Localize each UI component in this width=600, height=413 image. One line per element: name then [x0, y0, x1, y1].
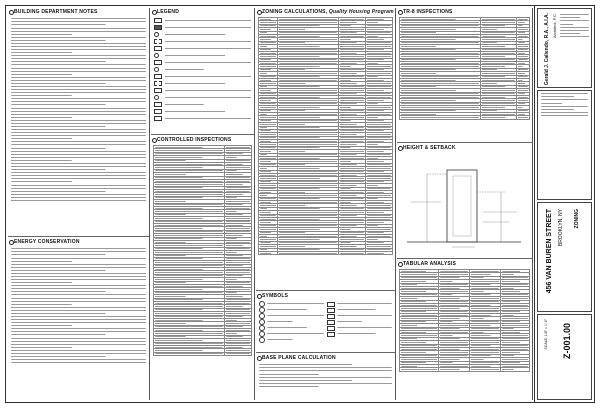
legend-misc-symbol: [154, 102, 162, 107]
drawing-label: ZONING: [574, 209, 580, 229]
legend-sprinkler-symbol: [154, 95, 159, 100]
symbols-section: [256, 292, 395, 353]
symbol-level-icon: [327, 314, 335, 319]
legend-wall-symbol: [154, 18, 162, 23]
legend-outlet-symbol: [154, 74, 162, 79]
architect-sub: Architect, P.C.: [552, 13, 557, 39]
building-notes-text: [8, 16, 149, 203]
energy-text: [8, 246, 149, 366]
table-cell: [400, 368, 439, 371]
table-cell: [224, 352, 251, 355]
building-notes-section: [8, 8, 149, 237]
tr8-table-wrap: [397, 16, 532, 121]
revisions-box: [537, 90, 592, 200]
base-plane-section: [256, 354, 395, 400]
table-row: [400, 368, 530, 371]
symbols-grid: [256, 300, 395, 344]
legend-line-symbol: [154, 81, 162, 86]
symbol-break-line-icon: [327, 326, 335, 331]
symbol-spot-elev-icon: [327, 332, 335, 337]
zoning-subtitle: Quality Housing Program: [328, 9, 394, 15]
table-cell: [277, 251, 339, 254]
controlled-inspections-table: [153, 145, 252, 356]
drawing-number-box: [537, 314, 592, 400]
title-block: [534, 6, 594, 402]
height-setback-diagram: [397, 152, 531, 252]
architect-name: Gerald J. Caliendo, R.A., A.I.A.: [544, 13, 550, 86]
legend-vent-symbol: [154, 88, 162, 93]
controlled-inspections-section: [151, 136, 254, 400]
tabular-heading: TABULAR ANALYSIS: [397, 260, 532, 268]
tr8-heading: TR-8 INSPECTIONS: [397, 8, 532, 16]
tabular-table: [399, 269, 530, 372]
tabular-section: [397, 260, 532, 400]
tr8-table: [399, 17, 530, 120]
base-plane-text: [256, 362, 395, 389]
table-cell: [339, 251, 366, 254]
controlled-inspections-heading: CONTROLLED INSPECTIONS: [151, 136, 254, 144]
table-cell: [501, 368, 530, 371]
legend-rows: [151, 16, 254, 123]
table-cell: [439, 368, 470, 371]
controlled-inspections-table-wrap: [151, 144, 254, 357]
drawing-number: Z-001.00: [562, 323, 572, 360]
symbols-heading: SYMBOLS: [256, 292, 395, 300]
energy-heading: ENERGY CONSERVATION: [8, 238, 149, 246]
drawing-sheet: [5, 5, 595, 403]
tabular-table-wrap: [397, 268, 532, 373]
table-cell: [480, 116, 516, 119]
table-cell: [470, 368, 501, 371]
legend-column: [151, 8, 255, 400]
notes-column: [8, 8, 150, 400]
zoning-heading: [256, 8, 395, 16]
legend-misc2-symbol: [154, 109, 162, 114]
legend-door-symbol: [154, 46, 162, 51]
height-setback-section: [397, 144, 532, 259]
project-location: BROOKLYN, NY: [558, 209, 564, 247]
legend-circle-symbol: [154, 32, 159, 37]
tr8-section: [397, 8, 532, 143]
project-address: 456 VAN BUREN STREET: [546, 209, 553, 294]
legend-dashed-symbol: [154, 39, 162, 44]
legend-heading: LEGEND: [151, 8, 254, 16]
legend-misc3-symbol: [154, 116, 162, 121]
table-cell: [259, 251, 278, 254]
table-cell: [154, 352, 225, 355]
zoning-table-wrap: [256, 16, 395, 256]
symbol-grid-icon: [327, 308, 335, 313]
symbol-revision-icon: [327, 302, 335, 307]
legend-light-symbol: [154, 67, 159, 72]
symbol-match-line-icon: [327, 320, 335, 325]
architect-box: [537, 8, 592, 88]
table-cell: [516, 116, 529, 119]
table-row: [259, 251, 393, 254]
zoning-title: ZONING CALCULATIONS,: [262, 9, 328, 15]
base-plane-heading: BASE PLANE CALCULATION: [256, 354, 395, 362]
energy-section: [8, 238, 149, 400]
inspections-column: [397, 8, 533, 400]
building-notes-heading: BUILDING DEPARTMENT NOTES: [8, 8, 149, 16]
table-cell: [400, 116, 481, 119]
legend-window-symbol: [154, 60, 162, 65]
scale-note: SCALE: 1/8" = 1'-0": [544, 319, 548, 350]
legend-section: [151, 8, 254, 135]
height-setback-heading: HEIGHT & SETBACK: [397, 144, 532, 152]
zoning-section: [256, 8, 395, 291]
zoning-table: [258, 17, 393, 255]
table-row: [154, 352, 252, 355]
legend-fill-symbol: [154, 25, 162, 30]
legend-smoke-symbol: [154, 53, 159, 58]
project-box: [537, 202, 592, 312]
symbol-north-arrow-icon: [259, 337, 265, 343]
table-cell: [366, 251, 393, 254]
zoning-column: [256, 8, 396, 400]
table-row: [400, 116, 530, 119]
